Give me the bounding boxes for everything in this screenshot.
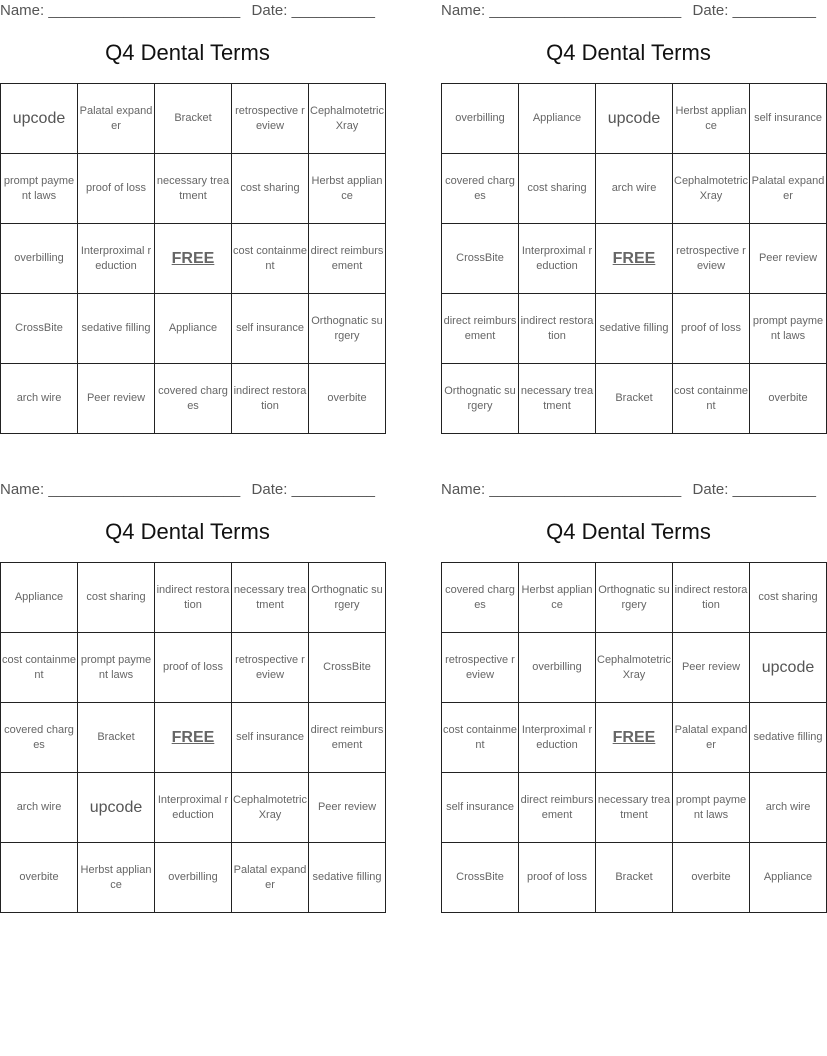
grid-cell: necessary treatment bbox=[232, 563, 309, 633]
grid-cell: self insurance bbox=[750, 84, 827, 154]
grid-cell: Interproximal reduction bbox=[78, 224, 155, 294]
grid-cell: CrossBite bbox=[309, 633, 386, 703]
card-header bbox=[0, 479, 375, 501]
name-field: Name: _______________________ bbox=[441, 2, 682, 19]
grid-cell: upcode bbox=[750, 633, 827, 703]
grid-cell: prompt payment laws bbox=[1, 154, 78, 224]
grid-cell: Palatal expander bbox=[78, 84, 155, 154]
grid-cell: Peer review bbox=[750, 224, 827, 294]
grid-cell: Appliance bbox=[750, 843, 827, 913]
grid-cell: direct reimbursement bbox=[519, 773, 596, 843]
grid-cell: Herbst appliance bbox=[519, 563, 596, 633]
grid-cell: direct reimbursement bbox=[309, 703, 386, 773]
grid-cell: arch wire bbox=[1, 773, 78, 843]
grid-cell: Cephalmotetric Xray bbox=[232, 773, 309, 843]
card-title: Q4 Dental Terms bbox=[105, 519, 270, 544]
bingo-grid bbox=[0, 562, 386, 913]
bingo-card-4 bbox=[441, 479, 823, 883]
grid-cell: prompt payment laws bbox=[673, 773, 750, 843]
grid-cell: Herbst appliance bbox=[673, 84, 750, 154]
grid-row bbox=[442, 773, 827, 843]
grid-cell: Orthognatic surgery bbox=[596, 563, 673, 633]
grid-cell: Appliance bbox=[1, 563, 78, 633]
grid-cell: sedative filling bbox=[78, 294, 155, 364]
free-space: FREE bbox=[596, 703, 673, 773]
grid-row bbox=[1, 843, 386, 913]
card-header bbox=[441, 0, 816, 22]
free-space: FREE bbox=[155, 703, 232, 773]
grid-cell: prompt payment laws bbox=[750, 294, 827, 364]
grid-cell: proof of loss bbox=[155, 633, 232, 703]
grid-cell: cost sharing bbox=[78, 563, 155, 633]
grid-cell: Interproximal reduction bbox=[519, 703, 596, 773]
grid-cell: Appliance bbox=[519, 84, 596, 154]
grid-cell: CrossBite bbox=[442, 224, 519, 294]
bingo-grid bbox=[441, 83, 827, 434]
grid-row bbox=[1, 84, 386, 154]
grid-cell: Appliance bbox=[155, 294, 232, 364]
grid-cell: Bracket bbox=[596, 364, 673, 434]
grid-row bbox=[442, 703, 827, 773]
grid-cell: Palatal expander bbox=[232, 843, 309, 913]
grid-cell: direct reimbursement bbox=[309, 224, 386, 294]
date-field: Date: __________ bbox=[251, 2, 375, 19]
name-field: Name: _______________________ bbox=[441, 481, 682, 498]
grid-cell: arch wire bbox=[596, 154, 673, 224]
grid-row bbox=[442, 224, 827, 294]
grid-row bbox=[442, 154, 827, 224]
card-title: Q4 Dental Terms bbox=[546, 40, 711, 65]
grid-cell: CrossBite bbox=[442, 843, 519, 913]
bingo-card-3 bbox=[0, 479, 384, 891]
free-space: FREE bbox=[596, 224, 673, 294]
grid-cell: sedative filling bbox=[309, 843, 386, 913]
grid-cell: covered charges bbox=[1, 703, 78, 773]
grid-cell: sedative filling bbox=[596, 294, 673, 364]
grid-cell: indirect restoration bbox=[519, 294, 596, 364]
grid-row bbox=[442, 84, 827, 154]
grid-row bbox=[1, 633, 386, 703]
grid-cell: cost sharing bbox=[232, 154, 309, 224]
grid-row bbox=[442, 294, 827, 364]
grid-cell: cost containment bbox=[1, 633, 78, 703]
grid-cell: covered charges bbox=[155, 364, 232, 434]
grid-cell: Cephalmotetric Xray bbox=[309, 84, 386, 154]
date-field: Date: __________ bbox=[251, 481, 375, 498]
grid-cell: Orthognatic surgery bbox=[309, 563, 386, 633]
grid-cell: proof of loss bbox=[673, 294, 750, 364]
grid-cell: necessary treatment bbox=[519, 364, 596, 434]
grid-cell: upcode bbox=[1, 84, 78, 154]
bingo-grid bbox=[0, 83, 386, 434]
grid-cell: self insurance bbox=[232, 294, 309, 364]
grid-cell: Orthognatic surgery bbox=[442, 364, 519, 434]
grid-cell: proof of loss bbox=[519, 843, 596, 913]
grid-row bbox=[1, 294, 386, 364]
grid-cell: cost containment bbox=[232, 224, 309, 294]
grid-cell: Palatal expander bbox=[673, 703, 750, 773]
grid-cell: prompt payment laws bbox=[78, 633, 155, 703]
card-title: Q4 Dental Terms bbox=[105, 40, 270, 65]
grid-cell: overbilling bbox=[519, 633, 596, 703]
grid-cell: Orthognatic surgery bbox=[309, 294, 386, 364]
grid-row bbox=[1, 364, 386, 434]
grid-cell: retrospective review bbox=[442, 633, 519, 703]
grid-cell: direct reimbursement bbox=[442, 294, 519, 364]
name-field: Name: _______________________ bbox=[0, 481, 241, 498]
grid-cell: overbite bbox=[750, 364, 827, 434]
grid-row bbox=[442, 364, 827, 434]
grid-row bbox=[442, 563, 827, 633]
grid-cell: self insurance bbox=[442, 773, 519, 843]
grid-cell: overbilling bbox=[155, 843, 232, 913]
grid-cell: cost containment bbox=[442, 703, 519, 773]
grid-cell: arch wire bbox=[750, 773, 827, 843]
grid-cell: overbilling bbox=[442, 84, 519, 154]
bingo-card-1 bbox=[0, 0, 384, 412]
grid-cell: upcode bbox=[78, 773, 155, 843]
card-header bbox=[441, 479, 816, 501]
grid-cell: overbite bbox=[673, 843, 750, 913]
grid-cell: Cephalmotetric Xray bbox=[673, 154, 750, 224]
grid-cell: Bracket bbox=[596, 843, 673, 913]
card-header bbox=[0, 0, 375, 22]
grid-row bbox=[1, 154, 386, 224]
grid-cell: Cephalmotetric Xray bbox=[596, 633, 673, 703]
name-field: Name: _______________________ bbox=[0, 2, 241, 19]
grid-cell: cost sharing bbox=[750, 563, 827, 633]
grid-row bbox=[1, 563, 386, 633]
bingo-grid bbox=[441, 562, 827, 913]
grid-cell: necessary treatment bbox=[155, 154, 232, 224]
grid-cell: Interproximal reduction bbox=[519, 224, 596, 294]
grid-cell: Herbst appliance bbox=[78, 843, 155, 913]
grid-cell: Peer review bbox=[673, 633, 750, 703]
grid-cell: Bracket bbox=[155, 84, 232, 154]
grid-cell: cost containment bbox=[673, 364, 750, 434]
grid-cell: covered charges bbox=[442, 154, 519, 224]
grid-cell: proof of loss bbox=[78, 154, 155, 224]
grid-cell: upcode bbox=[596, 84, 673, 154]
grid-cell: Herbst appliance bbox=[309, 154, 386, 224]
grid-cell: retrospective review bbox=[232, 633, 309, 703]
card-title: Q4 Dental Terms bbox=[546, 519, 711, 544]
grid-cell: retrospective review bbox=[232, 84, 309, 154]
free-space: FREE bbox=[155, 224, 232, 294]
date-field: Date: __________ bbox=[692, 481, 816, 498]
grid-row bbox=[442, 633, 827, 703]
grid-cell: covered charges bbox=[442, 563, 519, 633]
grid-cell: indirect restoration bbox=[673, 563, 750, 633]
grid-cell: retrospective review bbox=[673, 224, 750, 294]
grid-cell: cost sharing bbox=[519, 154, 596, 224]
grid-cell: indirect restoration bbox=[232, 364, 309, 434]
date-field: Date: __________ bbox=[692, 2, 816, 19]
grid-cell: Interproximal reduction bbox=[155, 773, 232, 843]
grid-cell: necessary treatment bbox=[596, 773, 673, 843]
grid-cell: overbite bbox=[1, 843, 78, 913]
grid-row bbox=[442, 843, 827, 913]
grid-cell: Peer review bbox=[309, 773, 386, 843]
grid-cell: overbite bbox=[309, 364, 386, 434]
grid-cell: CrossBite bbox=[1, 294, 78, 364]
grid-cell: Bracket bbox=[78, 703, 155, 773]
grid-row bbox=[1, 703, 386, 773]
grid-cell: sedative filling bbox=[750, 703, 827, 773]
grid-cell: Peer review bbox=[78, 364, 155, 434]
grid-cell: self insurance bbox=[232, 703, 309, 773]
grid-cell: indirect restoration bbox=[155, 563, 232, 633]
grid-row bbox=[1, 773, 386, 843]
bingo-card-2 bbox=[441, 0, 825, 412]
grid-cell: Palatal expander bbox=[750, 154, 827, 224]
grid-cell: arch wire bbox=[1, 364, 78, 434]
grid-cell: overbilling bbox=[1, 224, 78, 294]
grid-row bbox=[1, 224, 386, 294]
